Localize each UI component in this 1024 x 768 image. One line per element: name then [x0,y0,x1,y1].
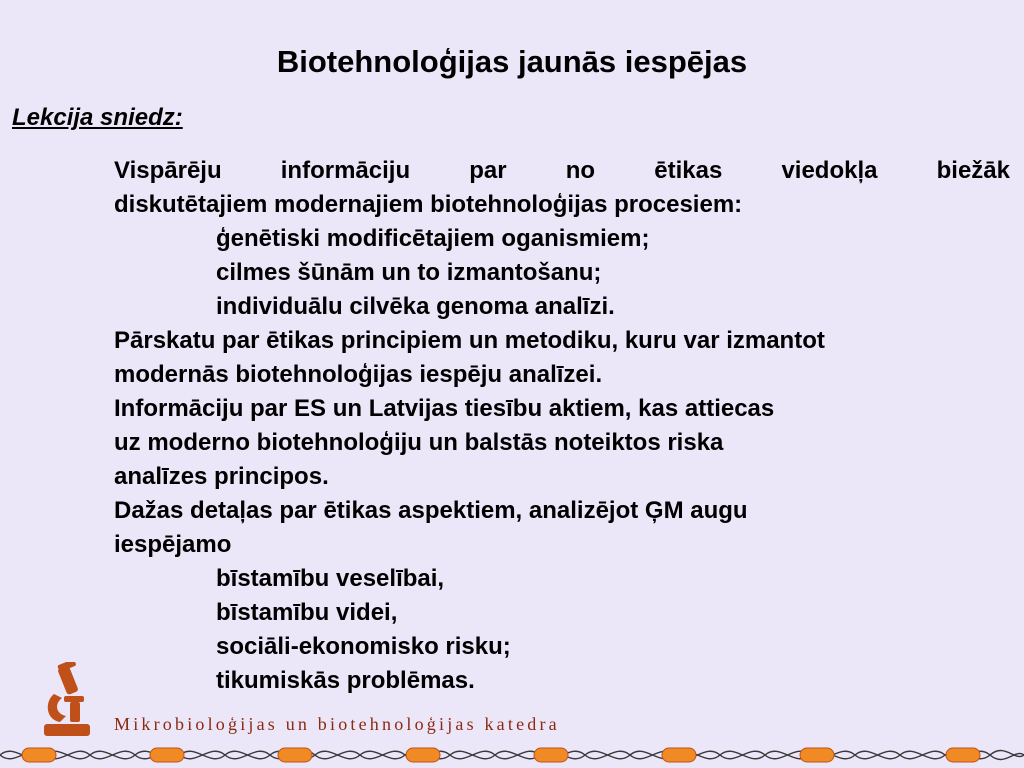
sub-item: individuālu cilvēka genoma analīzi. [216,293,615,320]
sub-item: tikumiskās problēmas. [216,667,475,694]
body-line: iespējamo [114,531,232,558]
body-line: uz moderno biotehnoloģiju un balstās noteiktos riska [114,429,724,456]
sub-item: cilmes šūnām un to izmantošanu; [216,259,602,286]
word: viedokļa [781,157,878,184]
word: ētikas [654,157,723,184]
slide-title: Biotehnoloģijas jaunās iespējas [276,44,748,79]
body-line-justified [114,154,1010,188]
body-line: diskutētajiem modernajiem biotehnoloģijas procesiem: [114,191,743,218]
word: informāciju [280,157,411,184]
word: Vispārēju [114,157,222,184]
body-line: Dažas detaļas par ētikas aspektiem, analizējot ĢM augu [114,497,748,524]
sub-item: sociāli-ekonomisko risku; [216,633,511,660]
dna-border [0,742,1024,768]
sub-item: bīstamību veselībai, [216,565,445,592]
sub-item: bīstamību videi, [216,599,398,626]
microscope-icon [36,662,96,740]
slide-body [114,154,1010,698]
body-line: analīzes principos. [114,463,329,490]
word: no [565,157,596,184]
sub-item: ģenētiski modificētajiem oganismiem; [216,225,650,252]
word: biežāk [936,157,1010,184]
department-name: Mikrobioloģijas un biotehnoloģijas katedra [114,714,560,734]
body-line: Informāciju par ES un Latvijas tiesību aktiem, kas attiecas [114,395,775,422]
body-line: modernās biotehnoloģijas iespēju analīzei. [114,361,603,388]
lecture-subtitle: Lekcija sniedz: [12,104,183,131]
word: par [469,157,507,184]
body-line: Pārskatu par ētikas principiem un metodiku, kuru var izmantot [114,327,825,354]
